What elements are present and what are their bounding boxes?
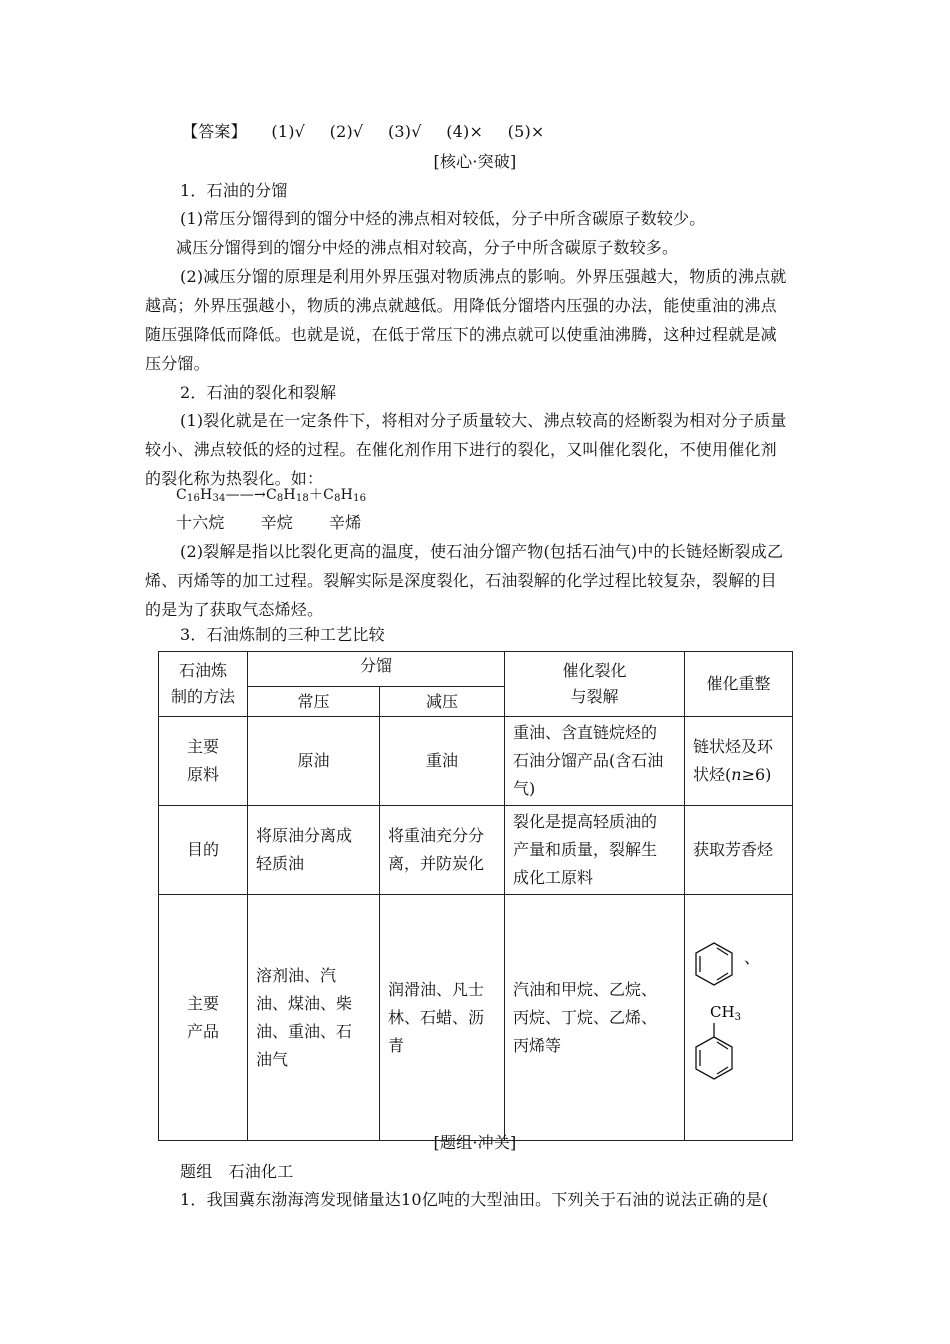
eq-symbol: H	[340, 487, 354, 503]
answer-item: (5)×	[507, 122, 545, 141]
eq-subscript: 16	[353, 493, 367, 504]
paragraph: 的裂化称为热裂化。如：	[145, 469, 324, 488]
cell: 重油	[380, 717, 505, 806]
paragraph: (1)常压分馏得到的馏分中烃的沸点相对较低，分子中所含碳原子数较少。	[180, 209, 706, 228]
toluene-ring-structure	[696, 1023, 732, 1079]
cracking-equation	[176, 484, 366, 510]
table-row	[159, 717, 793, 806]
eq-symbol: C	[265, 487, 277, 503]
answer-label: 【答案】	[182, 122, 247, 141]
section-1-title: 1．石油的分馏	[180, 181, 288, 200]
header-vacuum: 减压	[380, 687, 505, 717]
cell: 将重油充分分 离，并防炭化	[380, 806, 505, 895]
header-method: 石油炼 制的方法	[159, 652, 248, 717]
cell: 链状烃及环 状烃(n≥6)	[685, 717, 793, 806]
eq-symbol: C	[176, 487, 187, 503]
eq-subscript: 18	[295, 493, 309, 504]
eq-subscript: 8	[276, 493, 284, 504]
section-heading-core: [核心·突破]	[433, 152, 517, 171]
row-head-raw-material: 主要 原料	[159, 717, 248, 806]
eq-plus: ＋	[308, 487, 324, 503]
question-1: 1．我国冀东渤海湾发现储量达10亿吨的大型油田。下列关于石油的说法正确的是(	[180, 1190, 769, 1209]
paragraph: (2)减压分馏的原理是利用外界压强对物质沸点的影响。外界压强越大，物质的沸点就	[180, 267, 787, 286]
comparison-table	[158, 651, 793, 1141]
separator-text: 、	[743, 947, 760, 967]
paragraph: 压分馏。	[145, 354, 210, 373]
section-2-title: 2．石油的裂化和裂解	[180, 383, 337, 402]
compound-name: 辛烯	[329, 513, 362, 532]
eq-symbol: H	[283, 487, 296, 503]
section-heading-group: [题组·冲关]	[433, 1133, 517, 1152]
cell: 将原油分离成 轻质油	[248, 806, 380, 895]
cell: 原油	[248, 717, 380, 806]
eq-symbol: C	[323, 487, 335, 503]
benzene-toluene-structures	[686, 933, 792, 1103]
paragraph: 随压强降低而降低。也就是说，在低于常压下的沸点就可以使重油沸腾，这种过程就是减	[145, 325, 777, 344]
row-head-purpose: 目的	[159, 806, 248, 895]
paragraph: (2)裂解是指以比裂化更高的温度，使石油分馏产物(包括石油气)中的长链烃断裂成乙	[180, 542, 784, 561]
section-3-title: 3．石油炼制的三种工艺比较	[180, 625, 385, 644]
row-head-products: 主要 产品	[159, 895, 248, 1141]
answer-item: (3)√	[387, 122, 422, 141]
cell: 溶剂油、汽 油、煤油、柴 油、重油、石 油气	[248, 895, 380, 1141]
cell: 润滑油、凡士 林、石蜡、沥 青	[380, 895, 505, 1141]
paragraph: 的是为了获取气态烯烃。	[145, 600, 324, 619]
paragraph: 越高；外界压强越小，物质的沸点就越低。用降低分馏塔内压强的办法，能使重油的沸点	[145, 296, 777, 315]
eq-subscript: 34	[212, 493, 226, 504]
cell: 获取芳香烃	[685, 806, 793, 895]
paragraph: 减压分馏得到的馏分中烃的沸点相对较高，分子中所含碳原子数较多。	[176, 238, 679, 257]
eq-subscript: 16	[186, 493, 201, 504]
table-header-row	[159, 652, 793, 687]
group-title: 题组 石油化工	[180, 1162, 294, 1181]
eq-subscript: 8	[334, 493, 341, 504]
compound-names	[176, 512, 361, 534]
answer-item: (1)√	[271, 122, 306, 141]
aromatic-structures-cell	[685, 895, 793, 1141]
eq-symbol: H	[200, 487, 213, 503]
header-reforming: 催化重整	[685, 652, 793, 717]
answer-item: (2)√	[329, 122, 364, 141]
compound-name: 十六烷	[176, 513, 225, 532]
compound-name: 辛烷	[260, 513, 294, 532]
header-atmospheric: 常压	[248, 687, 380, 717]
methyl-label: $CH_3$	[709, 1002, 741, 1023]
header-cracking: 催化裂化 与裂解	[505, 652, 685, 717]
paragraph: 较小、沸点较低的烃的过程。在催化剂作用下进行的裂化，又叫催化裂化，不使用催化剂	[145, 440, 777, 459]
cell: 裂化是提高轻质油的 产量和质量，裂解生 成化工原料	[505, 806, 685, 895]
benzene-ring-structure	[696, 943, 732, 985]
paragraph: (1)裂化就是在一定条件下，将相对分子质量较大、沸点较高的烃断裂为相对分子质量	[180, 411, 787, 430]
paragraph: 烯、丙烯等的加工过程。裂解实际是深度裂化，石油裂解的化学过程比较复杂，裂解的目	[145, 571, 777, 590]
answer-line	[182, 121, 545, 143]
cell: 汽油和甲烷、乙烷、 丙烷、丁烷、乙烯、 丙烯等	[505, 895, 685, 1141]
table-row	[159, 806, 793, 895]
eq-arrow: ——→	[225, 487, 266, 503]
header-fractional-distillation: 分馏	[248, 652, 505, 687]
table-row	[159, 895, 793, 1141]
cell: 重油、含直链烷烃的 石油分馏产品(含石油 气)	[505, 717, 685, 806]
answer-item: (4)×	[446, 122, 484, 141]
